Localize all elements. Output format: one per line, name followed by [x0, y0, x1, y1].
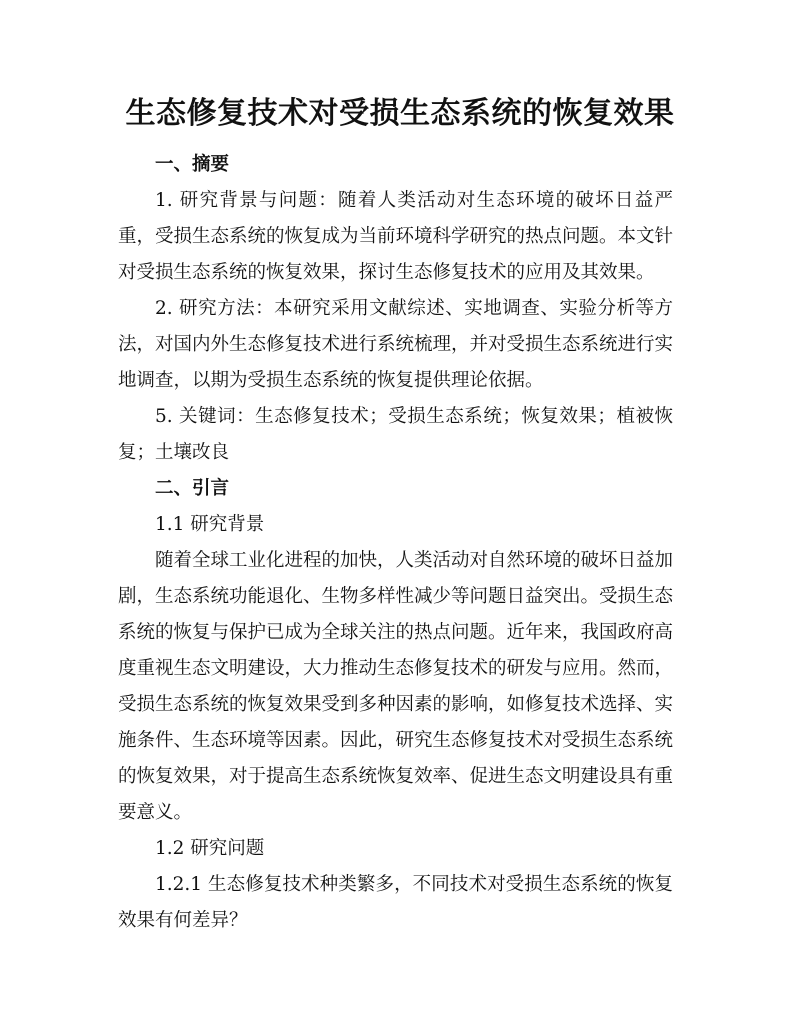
abstract-paragraph-background: 1. 研究背景与问题：随着人类活动对生态环境的破坏日益严重，受损生态系统的恢复成为当前环境科学研究的热点问题。本文针对受损生态系统的恢复效果，探讨生态修复技术的应用及其效果。	[118, 190, 674, 283]
subsection-heading-background: 1.1 研究背景	[155, 514, 265, 535]
document-body	[118, 147, 673, 939]
subsection-heading-questions: 1.2 研究问题	[155, 838, 265, 859]
abstract-paragraph-methods: 2. 研究方法：本研究采用文献综述、实地调查、实验分析等方法，对国内外生态修复技术进行系统梳理，并对受损生态系统进行实地调查，以期为受损生态系统的恢复提供理论依据。	[118, 298, 674, 391]
section-heading-introduction: 二、引言	[155, 478, 230, 499]
document-title: 生态修复技术对受损生态系统的恢复效果	[125, 96, 675, 131]
abstract-paragraph-keywords: 5. 关键词：生态修复技术；受损生态系统；恢复效果；植被恢复；土壤改良	[118, 406, 673, 463]
research-question-1: 1.2.1 生态修复技术种类繁多，不同技术对受损生态系统的恢复效果有何差异？	[118, 874, 673, 931]
section-heading-abstract: 一、摘要	[155, 154, 230, 175]
introduction-paragraph: 随着全球工业化进程的加快，人类活动对自然环境的破坏日益加剧，生态系统功能退化、生物多样性减少等问题日益突出。受损生态系统的恢复与保护已成为全球关注的热点问题。近年来，我国政府高度重视生态文明建设，大力推动生态修复技术的研发与应用。然而，受损生态系统的恢复效果受到多种因素的影响，如修复技术选择、实施条件、生态环境等因素。因此，研究生态修复技术对受损生态系统的恢复效果，对于提高生态系统恢复效率、促进生态文明建设具有重要意义。	[118, 550, 674, 823]
